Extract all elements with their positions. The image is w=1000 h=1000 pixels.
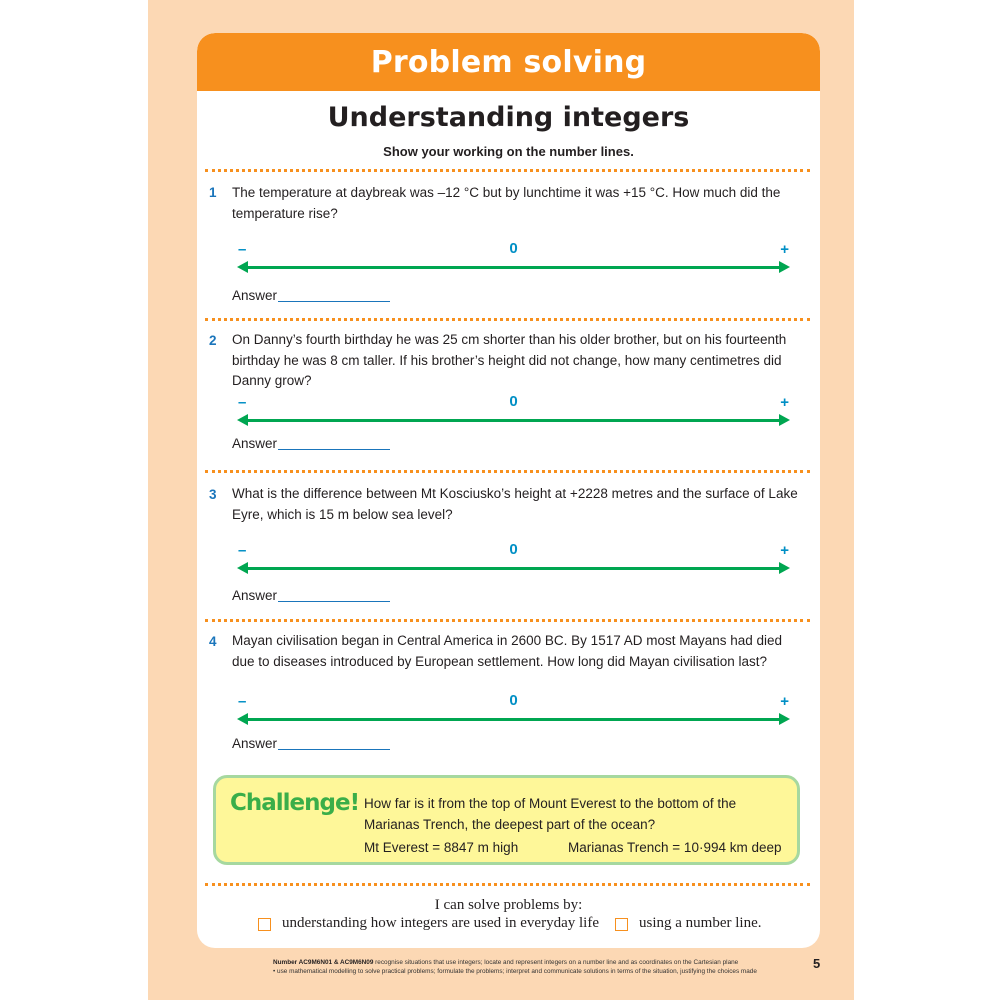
zero-label: 0 [509,393,518,410]
divider [205,883,810,886]
left-arrow-icon [237,713,248,725]
self-check-heading: I can solve problems by: [434,897,583,913]
answer-field[interactable] [278,749,390,750]
instructions: Show your working on the number lines. [383,144,634,159]
challenge-fact-everest: Mt Everest = 8847 m high [364,840,519,855]
question-number: 2 [209,333,217,348]
question-text: What is the difference between Mt Kosciusko’s height at +2228 metres and the surface of Lake Eyre, which is 15 m below sea level? [232,486,798,522]
number-line[interactable] [237,541,790,577]
plus-sign: + [780,394,789,411]
checkbox[interactable] [258,918,271,931]
challenge-question: How far is it from the top of Mount Everest to the bottom of the Marianas Trench, the deepest part of the ocean? [364,796,737,832]
number-line-axis [241,718,786,721]
right-arrow-icon [779,414,790,426]
number-line[interactable] [237,240,790,276]
minus-sign: – [238,241,247,258]
answer-field[interactable] [278,601,390,602]
number-line-axis [241,266,786,269]
number-line-axis [241,567,786,570]
banner [197,33,820,91]
question-number: 4 [209,634,217,649]
plus-sign: + [780,241,789,258]
minus-sign: – [238,693,247,710]
question-number: 1 [209,185,217,200]
plus-sign: + [780,693,789,710]
page-number: 5 [813,956,821,971]
question-text: The temperature at daybreak was –12 °C but by lunchtime it was +15 °C. How much did the temperature rise? [232,185,781,221]
challenge-label: Challenge! [230,790,360,816]
divider [205,619,810,622]
curriculum-footer [273,958,803,976]
banner-title: Problem solving [370,45,647,80]
checkbox[interactable] [615,918,628,931]
question-number: 3 [209,487,217,502]
answer-field[interactable] [278,301,390,302]
question-text: On Danny’s fourth birthday he was 25 cm shorter than his older brother, but on his fourteenth birthday he was 8 cm taller. If his brother’s height did not change, how many centimetres did Danny grow? [232,332,787,388]
page-title: Understanding integers [327,102,690,133]
divider [205,318,810,321]
right-arrow-icon [779,713,790,725]
answer-label: Answer [232,436,278,451]
curriculum-codes: Number AC9M6N01 & AC9M6N09 [273,959,374,966]
answer-label: Answer [232,288,278,303]
zero-label: 0 [509,692,518,709]
challenge-box [213,775,800,865]
divider [205,169,810,172]
minus-sign: – [238,542,247,559]
left-arrow-icon [237,414,248,426]
minus-sign: – [238,394,247,411]
left-arrow-icon [237,261,248,273]
worksheet-card [197,33,820,948]
number-line-axis [241,419,786,422]
left-arrow-icon [237,562,248,574]
self-check-item: using a number line. [639,915,762,931]
footer-line-1: recognise situations that use integers; locate and represent integers on a number line and as coordinates on the Cartesian plane [373,959,739,966]
plus-sign: + [780,542,789,559]
right-arrow-icon [779,562,790,574]
zero-label: 0 [509,541,518,558]
answer-label: Answer [232,736,278,751]
zero-label: 0 [509,240,518,257]
number-line[interactable] [237,393,790,429]
self-check-item: understanding how integers are used in everyday life [282,915,599,931]
number-line[interactable] [237,692,790,728]
answer-label: Answer [232,588,278,603]
question-text: Mayan civilisation began in Central America in 2600 BC. By 1517 AD most Mayans had died due to diseases introduced by European settlement. How long did Mayan civilisation last? [232,633,783,669]
divider [205,470,810,473]
challenge-fact-trench: Marianas Trench = 10·994 km deep [568,840,782,855]
answer-field[interactable] [278,449,390,450]
footer-line-2: • use mathematical modelling to solve practical problems; formulate the problems; interpret and communicate solutions in terms of the situation, justifying the choices made [273,968,757,975]
right-arrow-icon [779,261,790,273]
